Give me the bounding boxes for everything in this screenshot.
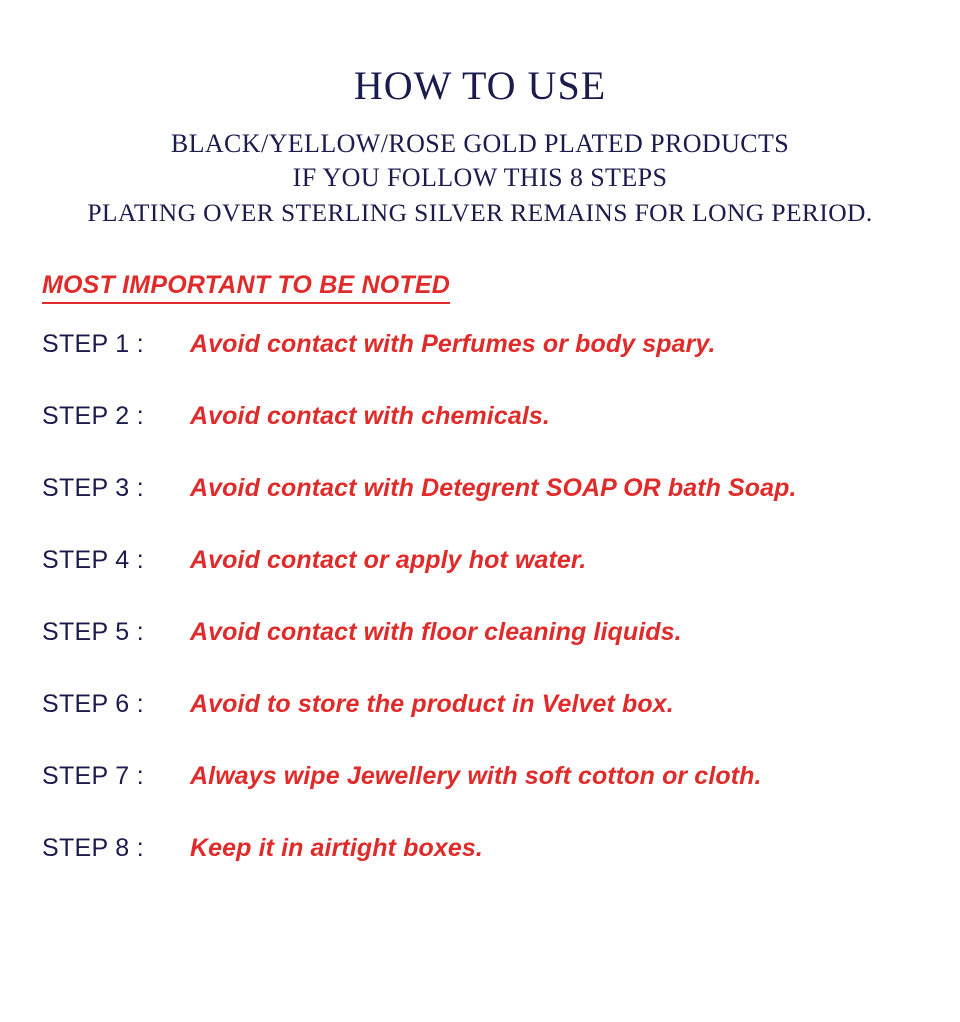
list-item bbox=[42, 546, 960, 618]
list-item bbox=[42, 690, 960, 762]
important-note: MOST IMPORTANT TO BE NOTED bbox=[42, 271, 450, 304]
list-item bbox=[42, 402, 960, 474]
step-text: Avoid contact with Detegrent SOAP OR bath Soap. bbox=[190, 474, 797, 503]
list-item bbox=[42, 834, 960, 906]
step-text: Avoid contact with Perfumes or body spary. bbox=[190, 330, 716, 359]
step-text: Avoid contact with floor cleaning liquids. bbox=[190, 618, 682, 647]
step-text: Keep it in airtight boxes. bbox=[190, 834, 483, 863]
step-label: STEP 5 : bbox=[42, 618, 144, 647]
subtitle-line-2: IF YOU FOLLOW THIS 8 STEPS bbox=[292, 163, 668, 193]
subtitle-line-1: BLACK/YELLOW/ROSE GOLD PLATED PRODUCTS bbox=[170, 129, 790, 158]
subtitle-block bbox=[0, 127, 960, 229]
step-label: STEP 7 : bbox=[42, 762, 144, 791]
step-text: Always wipe Jewellery with soft cotton or cloth. bbox=[190, 762, 762, 791]
step-label: STEP 4 : bbox=[42, 546, 144, 575]
instruction-card bbox=[0, 62, 960, 1022]
step-label: STEP 2 : bbox=[42, 402, 144, 431]
step-text: Avoid to store the product in Velvet box. bbox=[190, 690, 674, 719]
list-item bbox=[42, 474, 960, 546]
list-item bbox=[42, 330, 960, 402]
step-label: STEP 3 : bbox=[42, 474, 144, 503]
note-container bbox=[0, 229, 960, 304]
step-label: STEP 1 : bbox=[42, 330, 144, 359]
list-item bbox=[42, 762, 960, 834]
subtitle-line-3: PLATING OVER STERLING SILVER REMAINS FOR LONG PERIOD. bbox=[87, 197, 873, 227]
step-text: Avoid contact or apply hot water. bbox=[190, 546, 587, 575]
list-item bbox=[42, 618, 960, 690]
steps-list bbox=[0, 330, 960, 906]
step-text: Avoid contact with chemicals. bbox=[190, 402, 550, 431]
step-label: STEP 6 : bbox=[42, 690, 144, 719]
step-label: STEP 8 : bbox=[42, 834, 144, 863]
page-title: HOW TO USE bbox=[353, 63, 607, 108]
